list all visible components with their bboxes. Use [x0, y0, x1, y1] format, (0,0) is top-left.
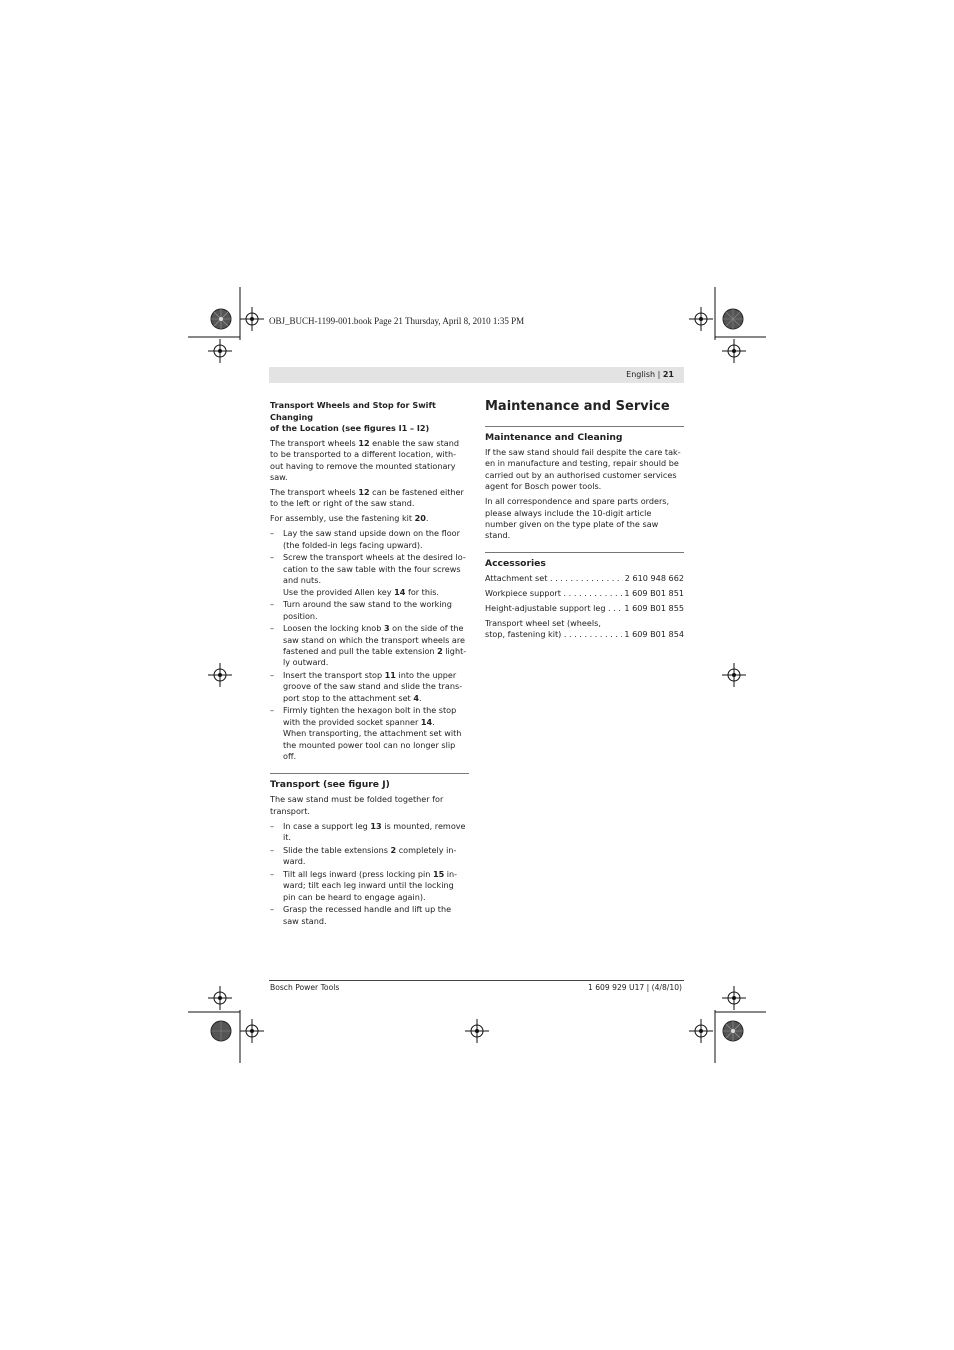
para-transport-wheels: The transport wheels 12 enable the saw stand to be transported to a different location, with- out having to remove the mounted stationary saw.	[270, 437, 460, 482]
accessories-heading: Accessories	[485, 552, 684, 570]
list-item: – Loosen the locking knob 3 on the side of the saw stand on which the transport wheels are fastened and pull the table extension 2 light- ly outward.	[270, 623, 467, 668]
list-item: – Slide the table extensions 2 completely in- ward.	[270, 844, 457, 867]
list-item: – Screw the transport wheels at the desired lo- cation to the saw table with the four screws and nuts. Use the provided Allen key 14 for this.	[270, 552, 466, 597]
page-header-bar	[269, 367, 684, 383]
left-column	[270, 400, 469, 928]
accessory-row: Height-adjustable support leg . . . 1 609 B01 855	[485, 603, 684, 614]
footer-brand: Bosch Power Tools	[270, 983, 340, 992]
header-page-number: 21	[662, 370, 674, 379]
accessory-row: Workpiece support . . . 1 609 B01 851	[485, 588, 684, 599]
list-item: – In case a support leg 13 is mounted, remove it.	[270, 820, 466, 843]
para-fastened: The transport wheels 12 can be fastened either to the left or right of the saw stand.	[270, 487, 464, 509]
list-item: – Tilt all legs inward (press locking pin 15 in- ward; tilt each leg inward until the locking pin can be heard to engage again).	[270, 868, 458, 902]
list-item: – Grasp the recessed handle and lift up the saw stand.	[270, 904, 452, 926]
para-assembly: For assembly, use the fastening kit 20.	[270, 513, 429, 524]
maintenance-cleaning-heading: Maintenance and Cleaning	[485, 426, 684, 444]
transport-heading: Transport (see figure J)	[270, 773, 469, 791]
list-item: – Lay the saw stand upside down on the floor (the folded-in legs facing upward).	[270, 528, 460, 550]
print-slug: OBJ_BUCH-1199-001.book Page 21 Thursday, April 8, 2010 1:35 PM	[269, 316, 525, 326]
para-transport: The saw stand must be folded together for transport.	[270, 794, 444, 816]
para-maintenance-2: In all correspondence and spare parts orders, please always include the 10-digit article number given on the type plate of the saw stand.	[485, 496, 670, 541]
list-item: – Insert the transport stop 11 into the upper groove of the saw stand and slide the trans- port stop to the attachment set 4.	[270, 670, 463, 703]
footer-docnumber: 1 609 929 U17 | (4/8/10)	[587, 983, 682, 992]
accessory-row-multiline: Transport wheel set (wheels, stop, fastening kit) . . . 1 609 B01 854	[485, 618, 684, 641]
header-language: English	[626, 370, 656, 379]
section-title: Maintenance and Service	[485, 399, 670, 414]
list-item: – Turn around the saw stand to the working position.	[270, 599, 452, 621]
para-maintenance-1: If the saw stand should fail despite the care tak- en in manufacture and testing, repair should be carried out by an authorised customer services agent for Bosch power tools.	[485, 447, 681, 492]
accessory-row: Attachment set . . . 2 610 948 662	[485, 573, 684, 584]
transport-wheels-heading: Transport Wheels and Stop for Swift Changing of the Location (see figures I1 – I2)	[270, 400, 436, 434]
right-column	[485, 398, 684, 644]
list-item: – Firmly tighten the hexagon bolt in the stop with the provided socket spanner 14. When transporting, the attachment set with the mounted power tool can no longer slip off.	[270, 705, 462, 762]
page-header	[626, 370, 674, 379]
header-separator: |	[657, 370, 661, 379]
footer-rule	[269, 980, 684, 981]
